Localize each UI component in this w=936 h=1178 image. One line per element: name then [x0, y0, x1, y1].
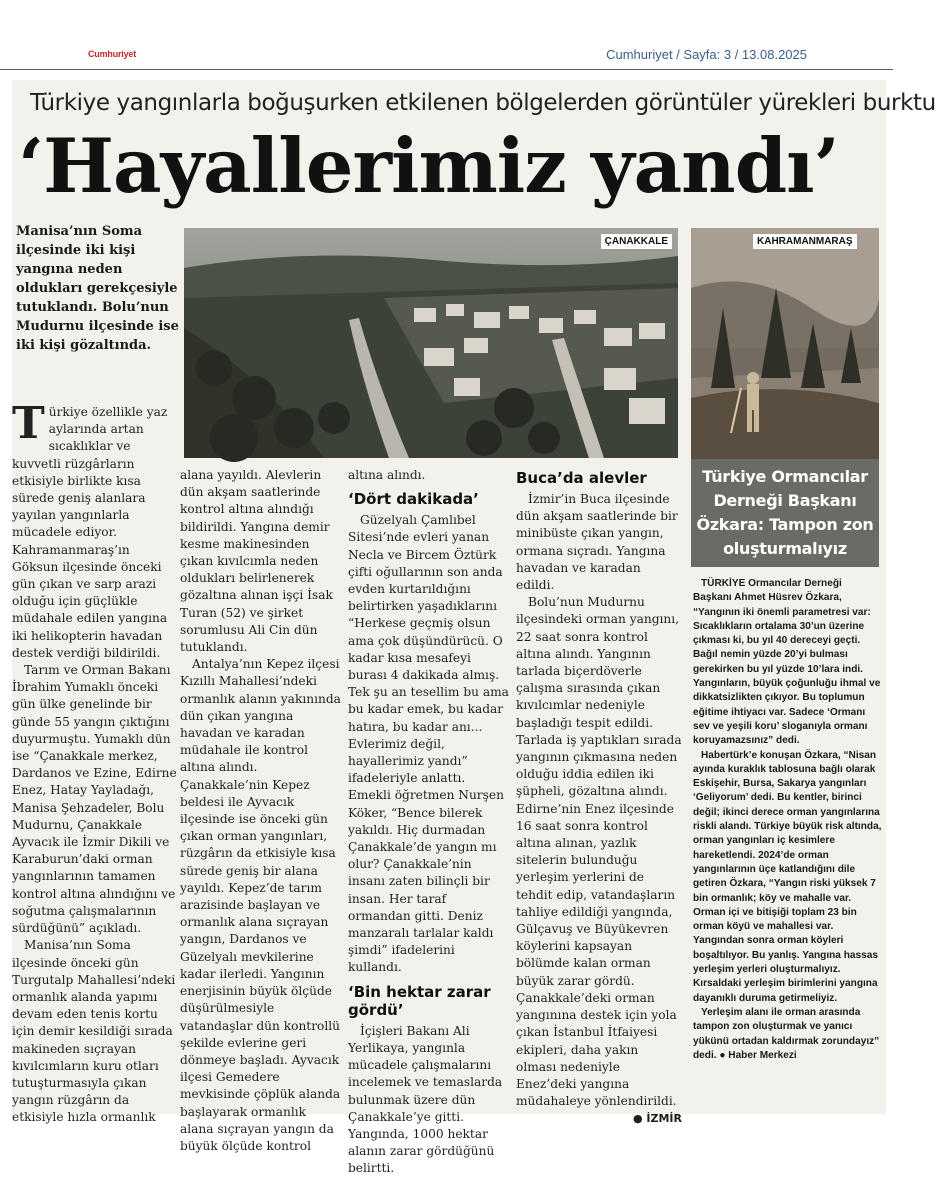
column-4-paragraph-1: İzmir’in Buca ilçesinde dün akşam saatlerinde bir minibüste çıkan yangın, ormana sıçradı. Yangına havadan ve karadan edildi. — [516, 492, 678, 593]
sidebar-paragraph-3-text: Yerleşim alanı ile orman arasında tampon zon oluşturmak ve yanıcı yükünü ortadan kaldırmak zorundayız” dedi. — [693, 1006, 880, 1061]
article-column-1 — [12, 398, 179, 1125]
photo-location-tag: KAHRAMANMARAŞ — [753, 234, 857, 249]
column-1-lead: ürkiye özellikle yaz aylarında artan sıcaklıklar ve kuvvetli rüzgârların etkisiyle birlikte kısa sürede geniş alanlara yayılan yangınlarla mücadele ediyor. Kahramanmaraş’ın Göksun ilçesinde önceki gün çıkan ve sarp arazi olduğu için güçlükle müdahale edilen yangına iki helikopterin havadan destek verdiği bildirildi. — [12, 405, 168, 660]
subheading-bin-hektar: ‘Bin hektar zarar gördü’ — [348, 982, 491, 1019]
article-kicker: Türkiye yangınlarla boğuşurken etkilenen bölgelerden görüntüler yürekleri burktu — [30, 90, 936, 116]
page-info: Cumhuriyet / Sayfa: 3 / 13.08.2025 — [606, 47, 807, 62]
sidebar-paragraph-3 — [693, 1006, 883, 1063]
column-4-signature: ● İZMİR — [632, 1112, 682, 1126]
header-divider — [0, 69, 893, 70]
top-bar — [0, 0, 893, 72]
sidebar-paragraph-2: Habertürk’e konuşan Özkara, “Nisan ayında kuraklık tablosuna bağlı olarak Eskişehir, Bursa, Sakarya yangınları ‘Geliyorum’ dedi. Bu kentler, birinci değil; ikinci derece orman yangınlarına riskli alandı. Türkiye büyük risk altında, orman yangınları iç kesimlere hareketlendi. 2024’de orman yangınlarının üçe katlandığını dile getiren Özkara, “Yangın riski yüksek 7 bin ormanlık; köy ve mahalle var. Orman içi ve bitişiği toplam 23 bin orman köyü ve mahallesi var. Yangından sonra orman köyleri boşaltılıyor. Bu yanlış. Yangına hassas yerleşim yerleri oluşturmalıyız. Kırsaldaki yerleşim birimlerini yangına dayanıklı duruma getirmeliyiz. — [693, 749, 882, 1004]
column-2-paragraph-2: Antalya’nın Kepez ilçesi Kızıllı Mahallesi’ndeki ormanlık alanın yakınında dün çıkan yangına havadan ve karadan müdahale ile kontrol altına alındı. Çanakkale’nin Kepez beldesi ile Ayvacık ilçesinde ise önceki gün çıkan orman yangınları, rüzgârın da etkisiyle kısa sürede geniş bir alana yayıldı. Kepez’de tarım arazisinde başlayan ve ormanlık alana sıçrayan yangın, Dardanos ve Güzelyalı mevkilerine kadar ilerledi. Yangının enerjisinin büyük ölçüde düşürülmesiyle vatandaşlar dün kontrollü şekilde evlerine geri dönmeye başladı. Ayvacık ilçesi Gemedere mevkisinde çöplük alanda başlayarak ormanlık alana sıçrayan yangın da büyük ölçüde kontrol — [180, 657, 341, 1153]
column-3-paragraph-2: Güzelyalı Çamlıbel Sitesi’nde evleri yanan Necla ve Bircem Öztürk çifti oğullarının son anda evden kurtarıldığını belirtirken yaşadıklarını “Herkese geçmiş olsun ama çok düşündürücü. O kadar kısa mesafeyi burası 4 dakikada almış. Tek şu an tesellim bu ama bu kadar emek, bu kadar hatıra, bu kadar anı... Evlerimiz değil, hayallerimiz yandı” ifadeleriyle anlattı. Emekli öğretmen Nurşen Köker, “Bence bilerek yakıldı. Hiç durmadan Çanakkale’de yangın mı olur? Çanakkale’nin insanı zaten bilinçli bir insan. Her taraf ormandan gitti. Deniz manzaralı tarlalar kaldı şimdi” ifadelerini kullandı. — [348, 513, 509, 975]
article-column-2 — [180, 467, 343, 1153]
brand-logo[interactable]: Cumhuriyet — [88, 49, 137, 59]
sidebar-body — [693, 577, 883, 1063]
column-3-paragraph-1: altına alındı. — [348, 468, 426, 482]
article-column-3 — [348, 467, 510, 1176]
column-1-paragraph-3: Manisa’nın Soma ilçesinde önceki gün Turgutalp Mahallesi’ndeki ormanlık alanda yapımı devam eden tenis kortu için demir kesildiği sırada makineden sıçrayan kıvılcımların kuru otları tutuşturmasıyla çıkan yangın rüzgârın da etkisiyle hızla ormanlık — [12, 938, 176, 1125]
photo-canakkale — [184, 228, 678, 458]
sidebar-paragraph-1: TÜRKİYE Ormancılar Derneği Başkanı Ahmet Hüsrev Özkara, “Yangının iki önemli parametresi var: Sıcaklıkların ortalama 30’un üzerine çıkması ki, bu yıl 40 dereceyi geçti. Bağıl nemin yüzde 20’yi bulması gerekirken bu yıl yüzde 10’lara indi. Yangınların, büyük çoğunluğu ihmal ve dikkatsizlikten çıkıyor. Bu toplumun eğitime ihtiyacı var. Sadece ‘Ormanı sev ve yeşili koru’ sloganıyla ormanı koruyamazsınız” dedi. — [693, 578, 881, 747]
firefighter-smoke-image — [691, 228, 879, 459]
drop-cap: T — [12, 398, 45, 449]
column-4-paragraph-2: Bolu’nun Mudurnu ilçesindeki orman yangını, 22 saat sonra kontrol altına alındı. Yangının tarlada biçerdöverle çalışma sırasında çıkan kıvılcımlar nedeniyle başladığı tespit edildi. Tarlada iş yaptıkları sırada yangının çıkmasına neden olduğu iddia edilen iki şüpheli, gözaltına alındı. Edirne’nin Enez ilçesinde 16 saat sonra kontrol altına alınan, yazlık sitelerin bulunduğu yerleşim yerlerini de tehdit edip, vatandaşların tahliye edildiği yangında, Gülçavuş ve Büyükevren köylerini kapsayan bölümde kalan orman büyük zarar gördü. Çanakkale’deki orman yangınına destek için yola çıkan İstanbul İtfaiyesi ekipleri, daha yakın olması nedeniyle Enez’deki yangına müdahaleye yönlendirildi. — [516, 595, 682, 1109]
sidebar-signature: ● Haber Merkezi — [719, 1049, 797, 1061]
column-3-paragraph-3: İçişleri Bakanı Ali Yerlikaya, yangınla mücadele çalışmalarını incelemek ve temaslarda bulunmak üzere dün Çanakkale’ye gitti. Yangında, 1000 hektar alanın zarar gördüğünü belirtti. — [348, 1023, 503, 1176]
subheading-buca: Buca’da alevler — [516, 469, 647, 487]
article-spot: Manisa’nın Soma ilçesinde iki kişi yangına neden oldukları gerekçesiyle tutuklandı. Bolu’nun Mudurnu ilçesinde ise iki kişi gözaltında. — [16, 224, 179, 353]
sidebar-title: Türkiye Ormancılar Derneği Başkanı Özkara: Tampon zon oluşturmalıyız — [691, 459, 879, 567]
article-headline: ‘Hayallerimiz yandı’ — [18, 122, 839, 210]
photo-location-tag: ÇANAKKALE — [601, 234, 672, 249]
photo-kahramanmaras — [691, 228, 879, 459]
column-1-paragraph-2: Tarım ve Orman Bakanı İbrahim Yumaklı önceki gün ülke genelinde bir günde 55 yangın çıktığını duyurmuştu. Yumaklı dün ise “Çanakkale merkez, Dardanos ve Ezine, Edirne Enez, Hatay Yayladağı, Manisa Şehzadeler, Bolu Mudurnu, Çanakkale Ayvacık ile İzmir Dikili ve Karaburun’daki orman yangınlarının tamamen kontrol altına alındığını ve soğutma çalışmalarının sürdüğünü” açıkladı. — [12, 663, 177, 936]
column-2-paragraph-1: alana yayıldı. Alevlerin dün akşam saatlerinde kontrol altına alındığı bildirildi. Yangına demir kesme makinesinden çıkan kıvılcımla neden oldukları belirlenerek gözaltına alınan işçi İsak Turan (52) ve şirket sorumlusu Ali Cin dün tutuklandı. — [180, 468, 333, 655]
burnt-forest-village-image — [184, 228, 678, 458]
subheading-dort-dakikada: ‘Dört dakikada’ — [348, 490, 479, 509]
article-column-4 — [516, 467, 682, 1126]
